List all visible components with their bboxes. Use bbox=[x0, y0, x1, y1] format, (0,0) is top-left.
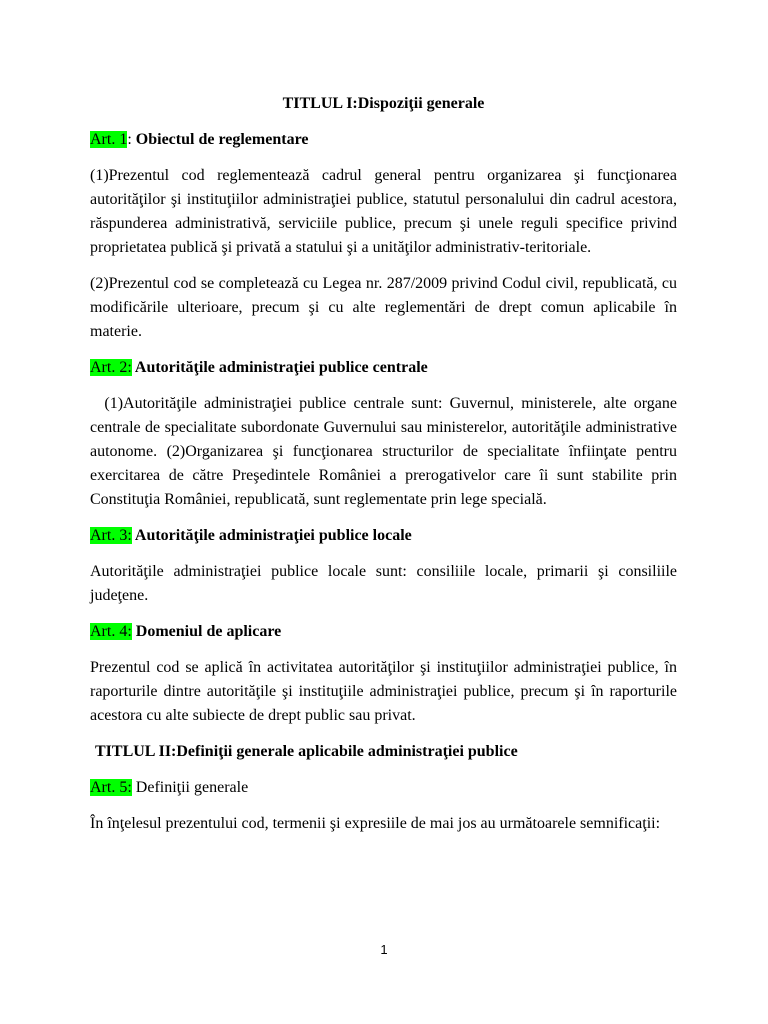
art-4-heading bbox=[90, 620, 677, 644]
art-3-paragraph-1: Autorităţile administraţiei publice locale sunt: consiliile locale, primarii şi consiliile judeţene. bbox=[90, 563, 677, 604]
art-3-heading bbox=[90, 524, 677, 548]
art-5-title: Definiţii generale bbox=[131, 779, 249, 796]
art-5-label: Art. 5: bbox=[90, 779, 132, 796]
art-1-paragraph-2: (2)Prezentul cod se completează cu Legea nr. 287/2009 privind Codul civil, republicată, cu modificările ulterioare, precum şi cu alte reglementări de drept comun aplicabile în materie. bbox=[90, 275, 677, 340]
art-1-label: Art. 1 bbox=[90, 131, 128, 148]
document-page bbox=[90, 92, 682, 848]
art-5-heading bbox=[90, 776, 677, 800]
art-1-separator: : bbox=[127, 131, 136, 148]
page-number: 1 bbox=[380, 942, 388, 957]
art-1-paragraph-1: (1)Prezentul cod reglementează cadrul general pentru organizarea şi funcţionarea autorităţilor şi instituţiilor administraţiei publice, statutul personalului din cadrul acestora, răspunderea administrativă, serviciile publice, precum şi unele reguli specifice privind proprietatea publică şi privată a statului şi a unităţilor administrativ-teritoriale. bbox=[90, 167, 677, 256]
art-2-heading bbox=[90, 356, 677, 380]
art-5-paragraph-1: În înţelesul prezentului cod, termenii şi expresiile de mai jos au următoarele semnificaţii: bbox=[90, 815, 661, 832]
art-4-paragraph-1: Prezentul cod se aplică în activitatea autorităţilor şi instituţiilor administraţiei publice, în raporturile dintre autorităţile şi instituţiile administraţiei publice, precum şi în raporturile acestora cu alte subiecte de drept public sau privat. bbox=[90, 659, 677, 724]
art-1-heading bbox=[90, 128, 677, 152]
art-3-label: Art. 3: bbox=[90, 527, 132, 544]
title-2: TITLUL II:Definiţii generale aplicabile administraţiei publice bbox=[95, 743, 518, 760]
title-1: TITLUL I:Dispoziţii generale bbox=[282, 95, 485, 112]
art-4-label: Art. 4: bbox=[90, 623, 132, 640]
art-4-title: Domeniul de aplicare bbox=[131, 623, 282, 640]
art-1-title: Obiectul de reglementare bbox=[135, 131, 309, 148]
art-2-title: Autorităţile administraţiei publice centrale bbox=[131, 359, 428, 376]
art-2-paragraph-1: (1)Autorităţile administraţiei publice centrale sunt: Guvernul, ministerele, alte organe centrale de specialitate subordonate Guvernului sau ministerelor, autorităţile administrative autonome. (2)Organizarea şi funcţionarea structurilor de specialitate înfiinţate pentru exercitarea de către Preşedintele României a prerogativelor care îi sunt stabilite prin Constituţia României, republicată, sunt reglementate prin lege specială. bbox=[90, 395, 682, 508]
art-2-label: Art. 2: bbox=[90, 359, 132, 376]
art-3-title: Autorităţile administraţiei publice locale bbox=[131, 527, 412, 544]
